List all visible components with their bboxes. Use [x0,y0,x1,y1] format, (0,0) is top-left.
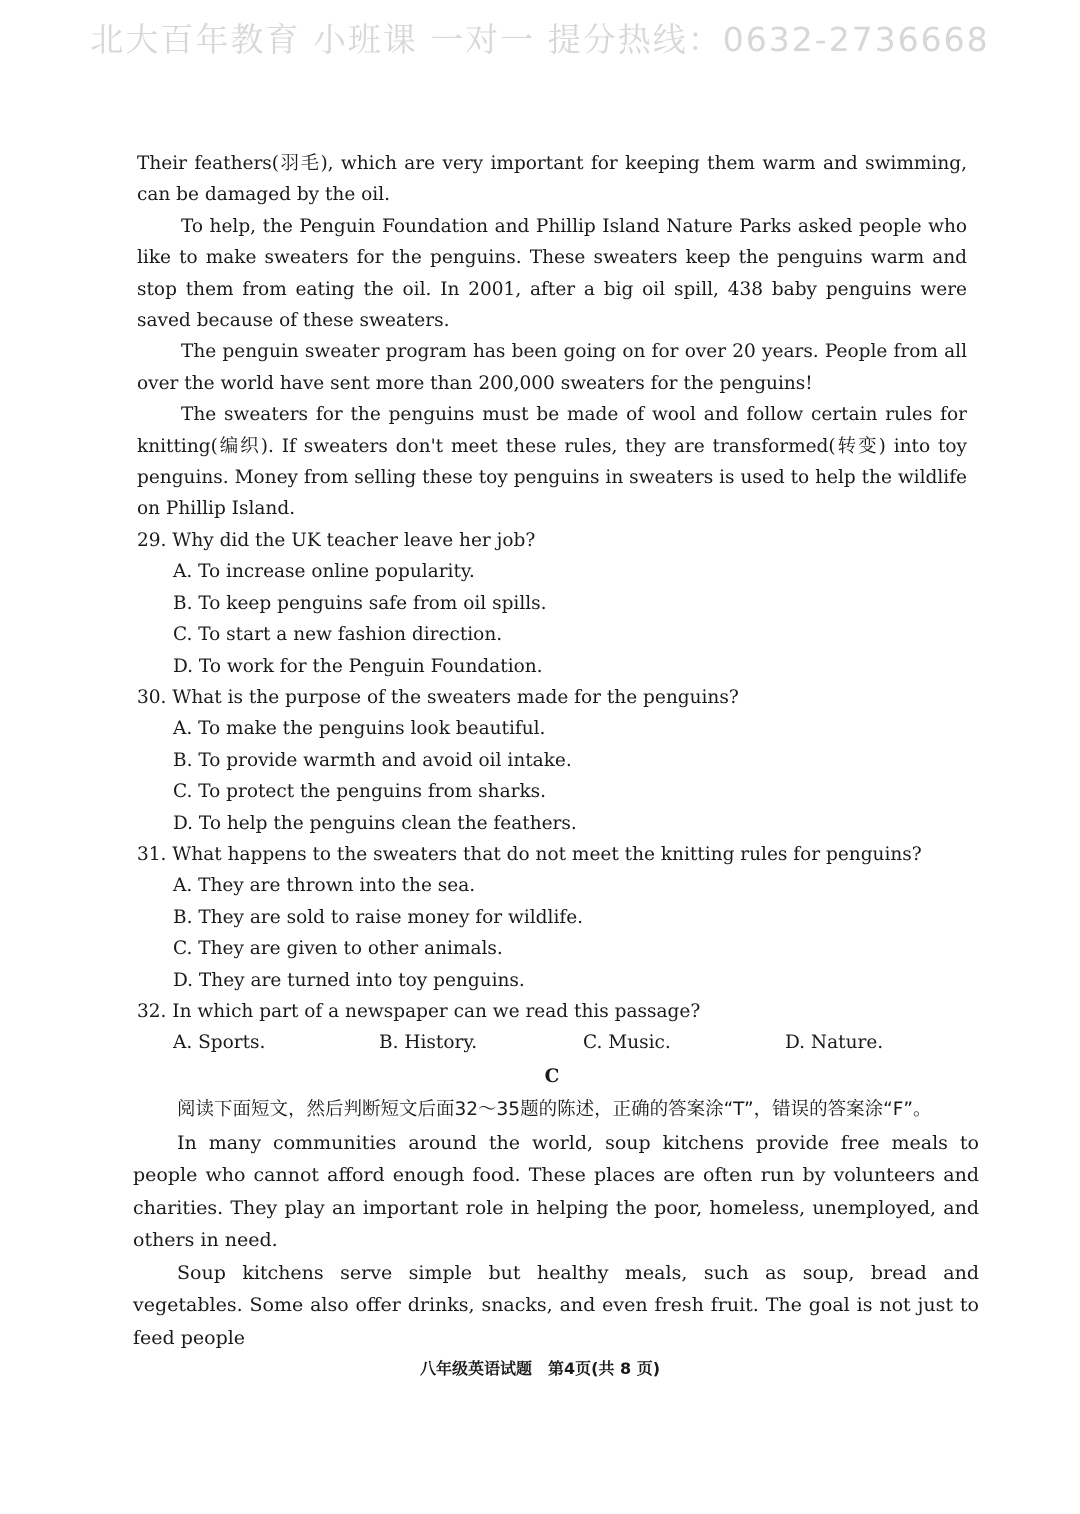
question-stem: 31. What happens to the sweaters that do not meet the knitting rules for penguins? [137,843,922,865]
option-a: A. To make the penguins look beautiful. [173,718,546,740]
question-32 [137,996,967,1059]
passage-c-paragraph: In many communities around the world, soup kitchens provide free meals to people who cannot afford enough food. These places are often run by volunteers and charities. They play an important role in helping the poor, homeless, unemployed, and others in need. [133,1131,979,1252]
option-d: D. To work for the Penguin Foundation. [173,655,543,677]
page-footer: 八年级英语试题 第4页(共 8 页) [419,1359,661,1378]
option-d: D. They are turned into toy penguins. [173,969,525,991]
option-a: A. To increase online popularity. [173,561,475,583]
option-c: C. Music. [583,1032,671,1054]
option-c: C. They are given to other animals. [173,938,503,960]
passage-b-paragraph: Their feathers(羽毛), which are very important for keeping them warm and swimming, can be damaged by the oil. [137,153,967,206]
passage-c [133,1094,979,1354]
section-c-instruction: 阅读下面短文，然后判断短文后面32～35题的陈述，正确的答案涂“T”，错误的答案涂“F”。 [177,1099,932,1121]
option-d: D. To help the penguins clean the feathers. [173,812,577,834]
exam-page [133,148,979,1354]
question-stem: 30. What is the purpose of the sweaters made for the penguins? [137,686,739,708]
question-31 [137,839,967,996]
option-d: D. Nature. [785,1032,884,1054]
option-b: B. They are sold to raise money for wildlife. [173,906,584,928]
question-stem: 29. Why did the UK teacher leave her job? [137,529,536,551]
option-b: B. To keep penguins safe from oil spills. [173,592,547,614]
option-c: C. To protect the penguins from sharks. [173,781,547,803]
option-c: C. To start a new fashion direction. [173,624,503,646]
option-b: B. To provide warmth and avoid oil intake. [173,749,572,771]
option-a: A. They are thrown into the sea. [173,875,476,897]
question-29 [137,525,967,682]
passage-b-paragraph: To help, the Penguin Foundation and Phillip Island Nature Parks asked people who like to make sweaters for the penguins. These sweaters keep the penguins warm and stop them from eating the oil. In 2001, after a big oil spill, 438 baby penguins were saved because of these sweaters. [137,215,967,332]
option-b: B. History. [379,1032,478,1054]
option-a: A. Sports. [173,1032,266,1054]
passage-c-paragraph: Soup kitchens serve simple but healthy meals, such as soup, bread and vegetables. Some also offer drinks, snacks, and even fresh fruit. The goal is not just to feed people [133,1261,979,1349]
section-c-heading: C [544,1065,560,1087]
passage-b-paragraph: The penguin sweater program has been going on for over 20 years. People from all over the world have sent more than 200,000 sweaters for the penguins! [137,341,967,394]
passage-b-paragraph: The sweaters for the penguins must be made of wool and follow certain rules for knitting(编织). If sweaters don't meet these rules, they are transformed(转变) into toy penguins. Money from selling these toy penguins in sweaters is used to help the wildlife on Phillip Island. [137,404,967,520]
options-row [137,1027,967,1058]
watermark: 北大百年教育 小班课 一对一 提分热线：0632-2736668 [90,20,990,59]
question-stem: 32. In which part of a newspaper can we read this passage? [137,1000,701,1022]
question-30 [137,682,967,839]
